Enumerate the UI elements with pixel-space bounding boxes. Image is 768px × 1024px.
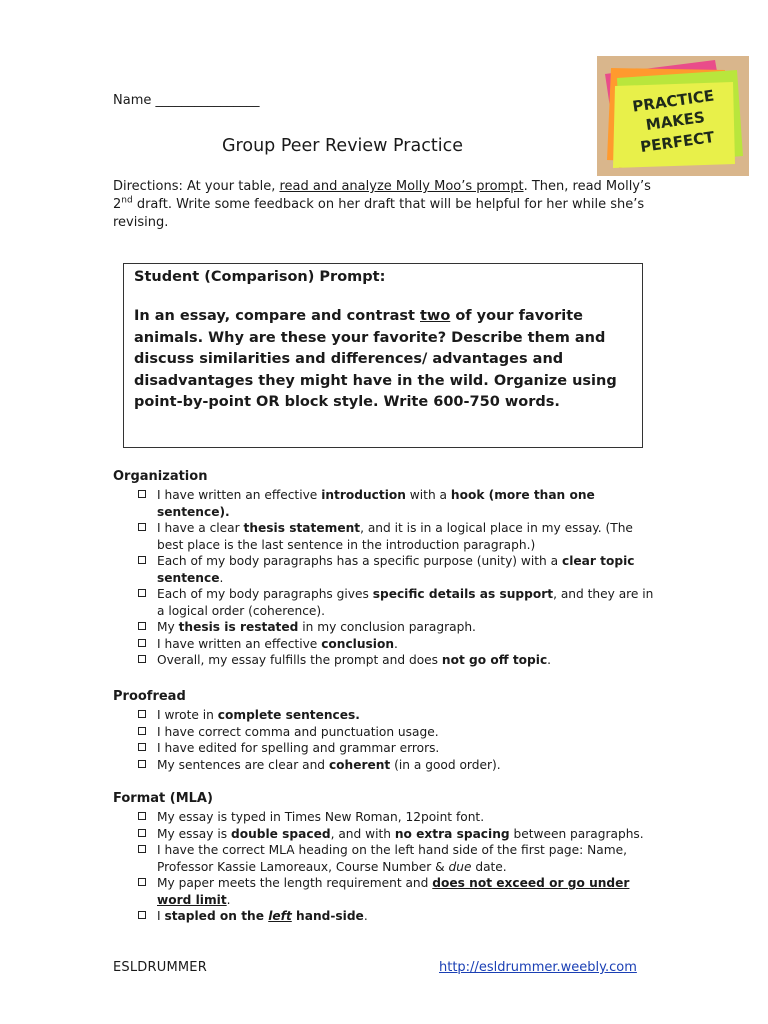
sticky-line-3: PERFECT <box>639 127 716 157</box>
item-text: My <box>157 620 179 634</box>
item-bold: thesis statement <box>243 521 361 535</box>
item-bold: thesis is restated <box>178 620 299 634</box>
item-text: date. <box>471 859 507 874</box>
footer-website-link[interactable]: http://esldrummer.weebly.com <box>439 960 637 975</box>
item-text: Overall, my essay fulfills the prompt and does <box>157 653 442 667</box>
item-text: in my conclusion paragraph. <box>298 620 476 634</box>
format-heading: Format (MLA) <box>113 791 213 806</box>
proofread-checklist <box>113 707 658 773</box>
checkbox[interactable] <box>138 523 146 531</box>
checkbox[interactable] <box>138 829 146 837</box>
item-text: My sentences are clear and <box>157 757 329 772</box>
item-text: . <box>363 909 368 923</box>
item-text: I wrote in <box>157 708 218 722</box>
checklist-item <box>113 724 658 741</box>
item-text: with a <box>405 488 451 502</box>
sticky-line-2: MAKES <box>644 108 706 135</box>
checkbox[interactable] <box>138 710 146 718</box>
prompt-heading: Student (Comparison) Prompt: <box>134 269 386 285</box>
directions-paragraph <box>113 178 658 232</box>
item-text: I <box>157 909 165 923</box>
checkbox[interactable] <box>138 845 146 853</box>
item-text: I have written an effective <box>157 636 322 651</box>
item-text: My essay is typed in Times New Roman, 12point font. <box>157 810 485 824</box>
item-bold: double spaced <box>230 826 331 841</box>
item-text: , and with <box>330 826 395 841</box>
checklist-item <box>113 586 658 619</box>
checklist-item <box>113 520 658 553</box>
item-text: I have correct comma and punctuation usage. <box>157 724 439 739</box>
item-text: My essay is <box>157 826 231 841</box>
checkbox[interactable] <box>138 878 146 886</box>
format-checklist <box>113 809 658 925</box>
directions-text-3: draft. Write some feedback on her draft that will be helpful for her while she’s revising. <box>113 197 645 230</box>
checkbox[interactable] <box>138 727 146 735</box>
item-bold-underlined: does not exceed or go under word limit <box>157 876 630 907</box>
item-bold: hook (more than one sentence). <box>157 488 595 519</box>
sticky-line-1: PRACTICE <box>631 86 716 116</box>
practice-makes-perfect-image <box>597 56 749 176</box>
directions-superscript: nd <box>121 195 133 206</box>
proofread-heading: Proofread <box>113 689 186 704</box>
checklist-item <box>113 707 658 724</box>
item-text: , and it is in a logical place in my essay. (The best place is the last sentence in the introduction paragraph.) <box>157 521 633 552</box>
checkbox[interactable] <box>138 639 146 647</box>
item-bold: conclusion <box>321 636 395 651</box>
item-text: between paragraphs. <box>509 826 644 841</box>
prompt-text-2: of your favorite animals. Why are these your favorite? Describe them and discuss similarities and differences/ advantages and disadvantages they might have in the wild. Organize using point-by-point OR block style. Write 600-750 words. <box>134 308 617 410</box>
checklist-item <box>113 757 658 774</box>
prompt-text-underlined: two <box>420 308 451 324</box>
name-field-label: Name ________________ <box>113 93 260 108</box>
checkbox[interactable] <box>138 556 146 564</box>
checkbox[interactable] <box>138 589 146 597</box>
item-text: . <box>547 653 552 667</box>
checklist-item <box>113 908 658 925</box>
checklist-item <box>113 652 658 669</box>
checklist-item <box>113 636 658 653</box>
item-bold-italic-underlined: left <box>268 909 292 923</box>
student-prompt-box <box>123 263 643 448</box>
item-text: My paper meets the length requirement and <box>157 876 433 890</box>
checkbox[interactable] <box>138 812 146 820</box>
item-text: I have the correct MLA heading on the left hand side of the first page: Name, Professor Kassie Lamoreaux, Course Number & <box>157 843 627 874</box>
organization-heading: Organization <box>113 469 208 484</box>
checklist-item <box>113 842 658 875</box>
item-bold: coherent <box>328 757 391 772</box>
footer-author: ESLDRUMMER <box>113 960 207 975</box>
format-section <box>113 791 658 925</box>
checklist-item <box>113 740 658 757</box>
directions-text-2: . Then, read Molly’s 2 <box>113 179 651 212</box>
directions-underlined-task: read and analyze Molly Moo’s prompt <box>279 179 524 194</box>
organization-checklist <box>113 487 658 669</box>
checkbox[interactable] <box>138 655 146 663</box>
prompt-text-1: In an essay, compare and contrast <box>134 308 420 324</box>
checkbox[interactable] <box>138 911 146 919</box>
prompt-text <box>134 306 632 414</box>
item-bold: no extra spacing <box>394 826 510 841</box>
item-bold: stapled on the <box>164 909 269 923</box>
proofread-section <box>113 689 658 773</box>
item-bold: specific details as support <box>372 587 554 601</box>
item-bold: not go off topic <box>441 653 548 667</box>
item-text: (in a good order). <box>390 757 501 772</box>
item-text: I have edited for spelling and grammar errors. <box>157 741 440 755</box>
item-text: . <box>219 570 224 585</box>
item-bold: complete sentences. <box>217 708 360 722</box>
checklist-item <box>113 487 658 520</box>
item-bold: introduction <box>321 488 406 502</box>
item-bold: hand-side <box>291 909 364 923</box>
item-text: , and they are in a logical order (coherence). <box>157 587 654 618</box>
item-text: . <box>394 636 398 651</box>
directions-text-1: Directions: At your table, <box>113 179 280 194</box>
checklist-item <box>113 809 658 826</box>
checkbox[interactable] <box>138 622 146 630</box>
item-italic: due <box>448 859 472 874</box>
checkbox[interactable] <box>138 743 146 751</box>
checkbox[interactable] <box>138 760 146 768</box>
item-text: I have a clear <box>157 521 244 535</box>
item-bold: clear topic sentence <box>157 554 635 585</box>
page-title: Group Peer Review Practice <box>222 136 463 156</box>
organization-section <box>113 469 658 669</box>
item-text: . <box>226 892 231 907</box>
item-text: Each of my body paragraphs has a specific purpose (unity) with a <box>157 554 562 568</box>
checklist-item <box>113 875 658 908</box>
sticky-notes-graphic <box>597 56 749 176</box>
item-text: Each of my body paragraphs gives <box>157 587 373 601</box>
item-text: I have written an effective <box>157 488 322 502</box>
checklist-item <box>113 619 658 636</box>
checklist-item <box>113 826 658 843</box>
checkbox[interactable] <box>138 490 146 498</box>
checklist-item <box>113 553 658 586</box>
